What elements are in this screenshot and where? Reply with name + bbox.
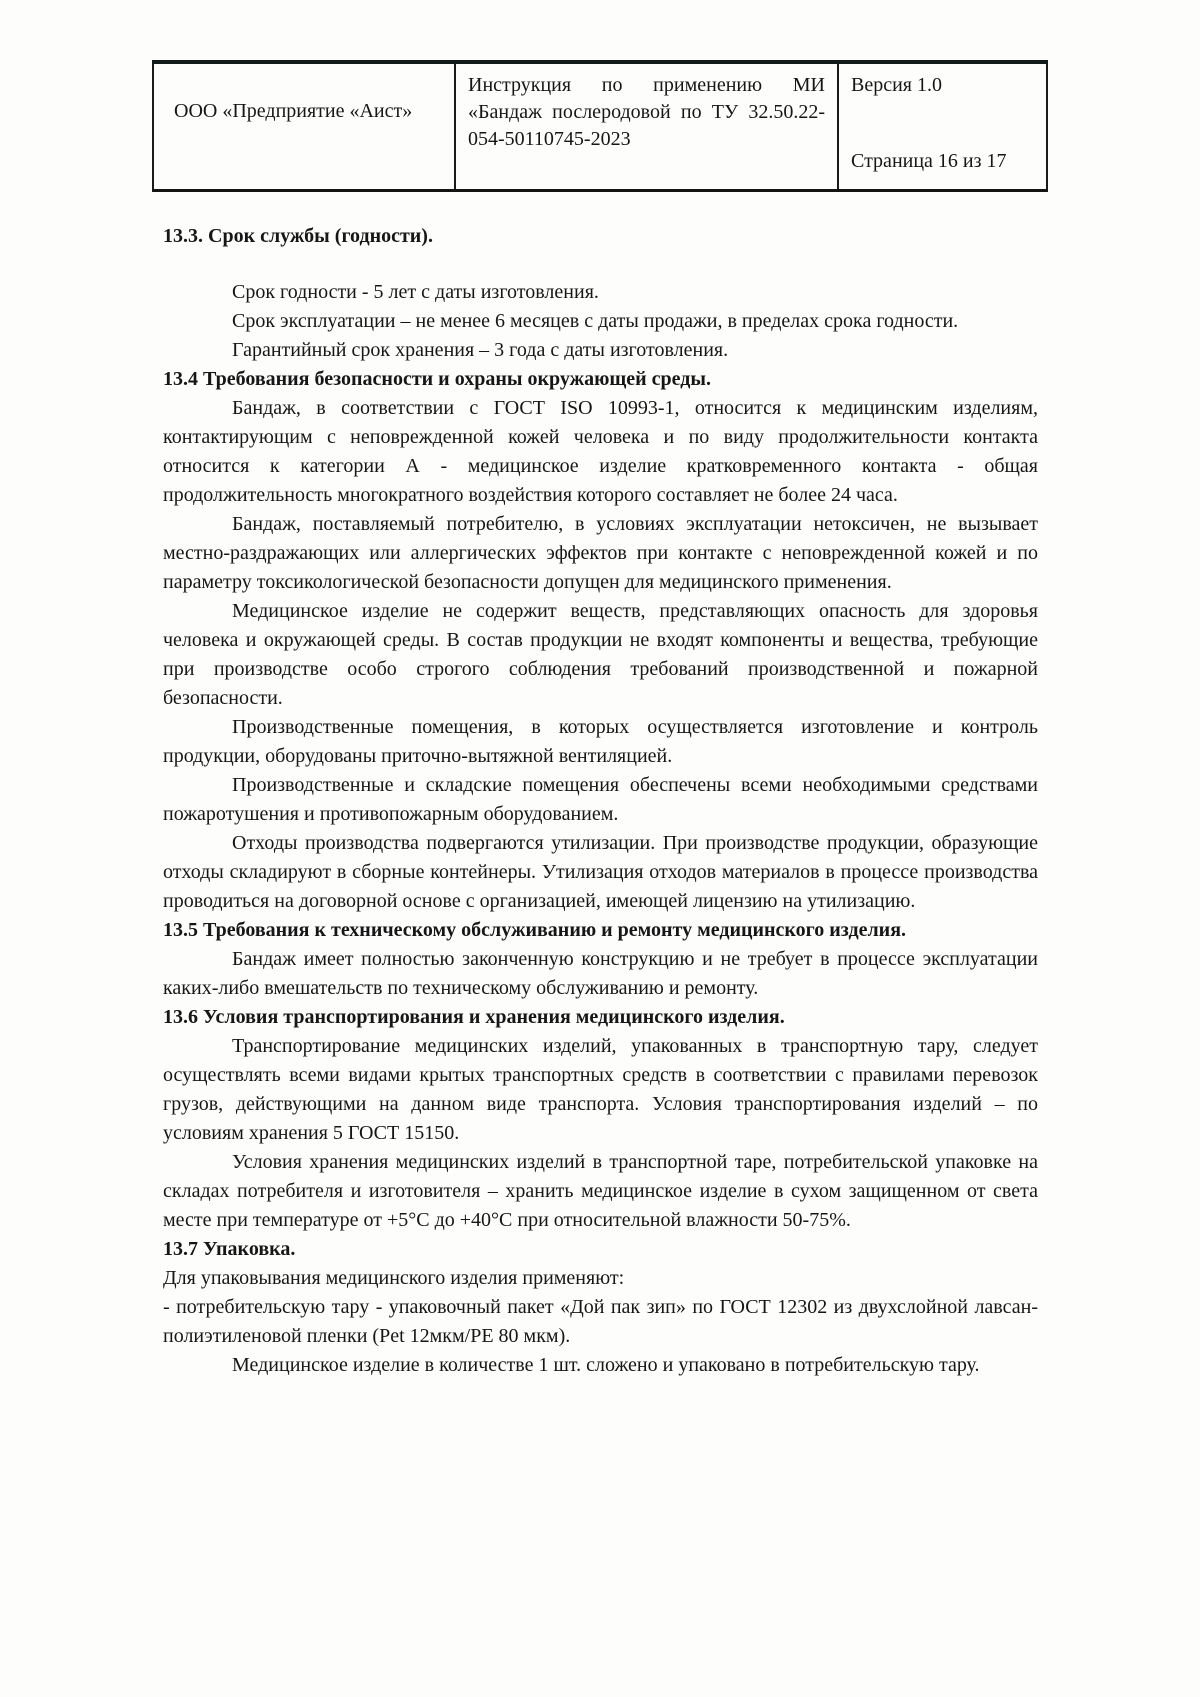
company-cell: ООО «Предприятие «Аист»	[154, 64, 456, 189]
paragraph: Медицинское изделие не содержит веществ, представляющих опасность для здоровья человека и окружающей среды. В состав продукции не входят компоненты и вещества, требующие при производстве особо строгого соблюдения требований производственной и пожарной безопасности.	[163, 600, 1038, 709]
paragraph: Бандаж имеет полностью законченную конструкцию и не требует в процессе эксплуатации каких-либо вмешательств по техническому обслуживанию и ремонту.	[163, 948, 1038, 999]
paragraph: Отходы производства подвергаются утилизации. При производстве продукции, образующие отходы складируют в сборные контейнеры. Утилизация отходов материалов в процессе производства проводиться на договорной основе с организацией, имеющей лицензию на утилизацию.	[163, 832, 1038, 912]
paragraph: Бандаж, в соответствии с ГОСТ ISO 10993-1, относится к медицинским изделиям, контактирующим с неповрежденной кожей человека и по виду продолжительности контакта относится к категории А - медицинское изделие кратковременного контакта - общая продолжительность многократного воздействия которого составляет не более 24 часа.	[163, 397, 1038, 506]
document-body	[163, 222, 1038, 1380]
version-label: Версия 1.0	[851, 74, 942, 96]
paragraph: Транспортирование медицинских изделий, упакованных в транспортную тару, следует осуществлять всеми видами крытых транспортных средств в соответствии с правилами перевозок грузов, действующими на данном виде транспорта. Условия транспортирования изделий – по условиям хранения 5 ГОСТ 15150.	[163, 1035, 1038, 1144]
paragraph: Срок годности - 5 лет с даты изготовления.	[232, 281, 599, 303]
paragraph: Для упаковывания медицинского изделия применяют:	[163, 1267, 625, 1289]
paragraph: Бандаж, поставляемый потребителю, в условиях эксплуатации нетоксичен, не вызывает местно-раздражающих или аллергических эффектов при контакте с неповрежденной кожей и по параметру токсикологической безопасности допущен для медицинского применения.	[163, 513, 1038, 593]
section-13-4-heading: 13.4 Требования безопасности и охраны окружающей среды.	[163, 368, 711, 390]
paragraph: Производственные помещения, в которых осуществляется изготовление и контроль продукции, оборудованы приточно-вытяжной вентиляцией.	[163, 716, 1038, 767]
paragraph: Срок эксплуатации – не менее 6 месяцев с даты продажи, в пределах срока годности.	[232, 310, 959, 332]
paragraph: Гарантийный срок хранения – 3 года с даты изготовления.	[232, 339, 729, 361]
paragraph: Производственные и складские помещения обеспечены всеми необходимыми средствами пожаротушения и противопожарным оборудованием.	[163, 774, 1038, 825]
document-title-cell: Инструкция по применению МИ «Бандаж послеродовой по ТУ 32.50.22-054-50110745-2023	[456, 64, 839, 189]
paragraph: Медицинское изделие в количестве 1 шт. сложено и упаковано в потребительскую тару.	[232, 1354, 980, 1376]
paragraph: - потребительскую тару - упаковочный пакет «Дой пак зип» по ГОСТ 12302 из двухслойной лавсан-полиэтиленовой пленки (Pet 12мкм/РЕ 80 мкм).	[163, 1296, 1038, 1347]
section-13-3-heading: 13.3. Срок службы (годности).	[163, 225, 433, 247]
paragraph: Условия хранения медицинских изделий в транспортной таре, потребительской упаковке на складах потребителя и изготовителя – хранить медицинское изделие в сухом защищенном от света месте при температуре от +5°С до +40°С при относительной влажности 50-75%.	[163, 1151, 1038, 1231]
version-cell	[839, 64, 1046, 189]
section-13-5-heading: 13.5 Требования к техническому обслуживанию и ремонту медицинского изделия.	[163, 919, 907, 941]
section-13-7-heading: 13.7 Упаковка.	[163, 1238, 296, 1260]
document-header-table	[152, 60, 1048, 192]
page-number-label: Страница 16 из 17	[851, 150, 1007, 172]
section-13-6-heading: 13.6 Условия транспортирования и хранения медицинского изделия.	[163, 1006, 785, 1028]
